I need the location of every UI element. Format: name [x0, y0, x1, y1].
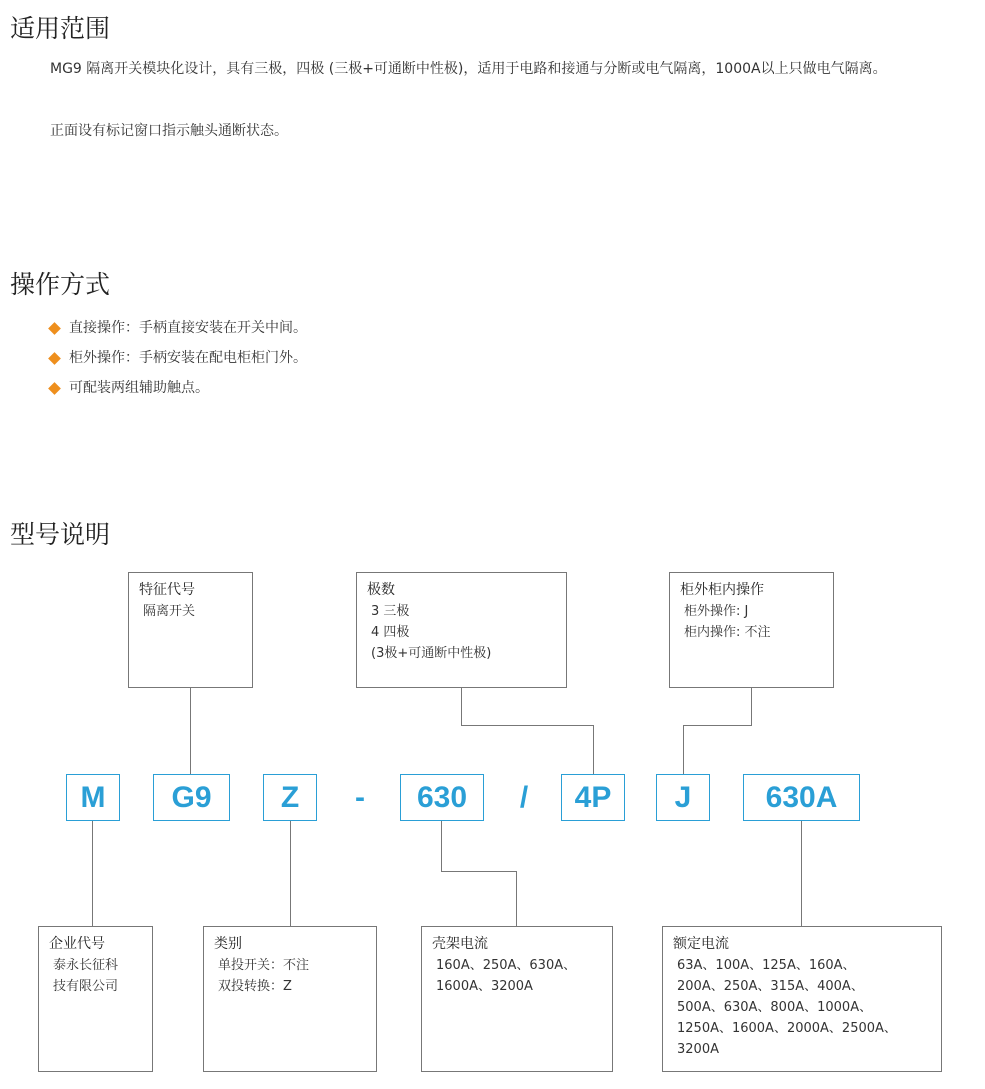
- company-code-box: [38, 926, 153, 1072]
- connector-poles: [462, 687, 594, 774]
- code-poles: 4P: [561, 774, 625, 821]
- code-rated: 630A: [743, 774, 860, 821]
- operation-type-line: 柜外操作: J: [684, 604, 749, 619]
- connector-operation: [684, 687, 752, 774]
- operation-item-text: 直接操作：手柄直接安装在开关中间。: [69, 320, 307, 336]
- poles-line: 3 三极: [371, 604, 410, 619]
- scope-paragraph-1: MG9 隔离开关模块化设计，具有三极，四极 (三极+可通断中性极)，适用于电路和接通与分断或电气隔离，1000A以上只做电气隔离。: [50, 61, 887, 77]
- connector-frame: [442, 821, 517, 926]
- category-line: 双投转换：Z: [218, 979, 292, 994]
- frame-current-line: 1600A、3200A: [436, 979, 533, 994]
- rated-current-title: 额定电流: [673, 936, 729, 952]
- company-code-line: 泰永长征科: [53, 958, 119, 973]
- operation-title: 操作方式: [10, 270, 111, 299]
- feature-code-title: 特征代号: [139, 582, 195, 598]
- category-box: [203, 926, 377, 1072]
- operation-item-text: 可配装两组辅助触点。: [69, 380, 209, 396]
- operation-item-text: 柜外操作：手柄安装在配电柜柜门外。: [69, 350, 307, 366]
- company-code-title: 企业代号: [49, 936, 105, 952]
- poles-line: (3极+可通断中性极): [371, 646, 492, 661]
- poles-box: [356, 572, 567, 688]
- code-op: J: [656, 774, 710, 821]
- code-slash: /: [519, 780, 529, 814]
- poles-title: 极数: [367, 582, 395, 598]
- rated-current-line: 3200A: [677, 1042, 719, 1057]
- rated-current-line: 200A、250A、315A、400A、: [677, 979, 864, 994]
- code-g9: G9: [153, 774, 230, 821]
- rated-current-line: 500A、630A、800A、1000A、: [677, 1000, 873, 1015]
- rated-current-line: 1250A、1600A、2000A、2500A、: [677, 1021, 897, 1036]
- feature-code-line: 隔离开关: [143, 604, 196, 619]
- code-z: Z: [263, 774, 317, 821]
- poles-line: 4 四极: [371, 625, 410, 640]
- code-m: M: [66, 774, 120, 821]
- frame-current-line: 160A、250A、630A、: [436, 958, 577, 973]
- company-code-line: 技有限公司: [53, 979, 119, 994]
- code-dash: -: [355, 780, 365, 814]
- code-frame: 630: [400, 774, 484, 821]
- rated-current-box: [662, 926, 942, 1072]
- feature-code-box: [128, 572, 253, 688]
- frame-current-title: 壳架电流: [432, 936, 488, 952]
- operation-type-box: [669, 572, 834, 688]
- category-line: 单投开关：不注: [218, 958, 310, 973]
- model-title: 型号说明: [10, 520, 111, 549]
- scope-paragraph-2: 正面设有标记窗口指示触头通断状态。: [50, 123, 288, 139]
- scope-title: 适用范围: [10, 14, 111, 43]
- frame-current-box: [421, 926, 613, 1072]
- rated-current-line: 63A、100A、125A、160A、: [677, 958, 856, 973]
- category-title: 类别: [214, 936, 242, 952]
- operation-type-line: 柜内操作: 不注: [684, 625, 771, 640]
- operation-type-title: 柜外柜内操作: [680, 582, 764, 598]
